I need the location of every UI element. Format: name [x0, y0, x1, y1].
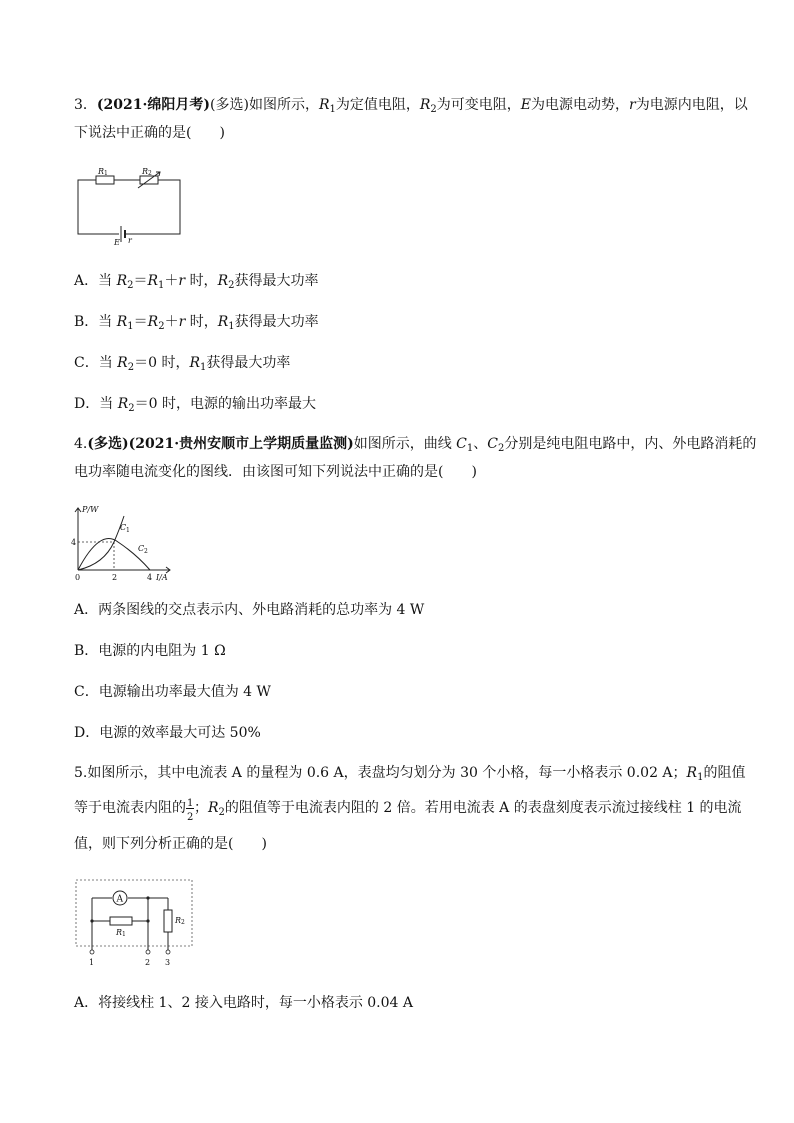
svg-text:1: 1: [126, 527, 130, 534]
q3-option-b: B．当 $R_1=R_2+r$ 时，$R_1$获得最大功率: [74, 314, 319, 332]
q5-stem-line2: 等于电流表内阻的 $\frac{1}{2}$ ；$R_2$的阻值等于电流表内阻的 2 倍。若用电流表 A 的表盘刻度表示流过接线柱 1 的电流: [74, 798, 742, 823]
q5-stem-line3: 值，则下列分析正确的是( ): [74, 836, 267, 852]
svg-text:R: R: [98, 167, 105, 176]
svg-text:P/W: P/W: [82, 505, 99, 514]
q3-option-c: C．当 $R_2=0$ 时，$R_1$获得最大功率: [74, 355, 291, 373]
q3-option-d: D．当 $R_2=0$ 时，电源的输出功率最大: [74, 396, 316, 414]
svg-text:E: E: [114, 238, 120, 247]
q4-option-c: C．电源输出功率最大值为 4 W: [74, 684, 271, 700]
svg-text:C: C: [120, 523, 127, 532]
svg-text:A: A: [116, 894, 123, 905]
svg-text:1: 1: [89, 958, 95, 967]
svg-text:0: 0: [75, 573, 81, 582]
svg-text:4: 4: [71, 538, 77, 547]
q3-stem-line1: 3．(2021·绵阳月考)(多选)如图所示，$R_1$为定值电阻，$R_2$为可变电阻，E为电源电动势，r为电源内电阻，以: [74, 97, 748, 115]
q3-stem-line2: 下说法中正确的是( ): [74, 125, 225, 141]
svg-text:2: 2: [145, 958, 151, 967]
svg-text:R: R: [175, 916, 182, 925]
svg-text:2: 2: [181, 919, 185, 926]
q5-option-a: A．将接线柱 1、2 接入电路时，每一小格表示 0.04 A: [74, 995, 414, 1011]
svg-text:r: r: [128, 236, 132, 245]
q4-power-current-graph: [70, 502, 180, 584]
q5-stem-line1: 5.如图所示，其中电流表 A 的量程为 0.6 A，表盘均匀划分为 30 个小格，每一小格表示 0.02 A；$R_1$的阻值: [74, 765, 746, 783]
q4-source: (2021·贵州安顺市上学期质量监测): [128, 436, 354, 452]
svg-text:1: 1: [122, 931, 126, 938]
svg-text:2: 2: [144, 548, 148, 555]
q4-option-b: B．电源的内电阻为 1 Ω: [74, 643, 226, 659]
q4-stem-line2: 电功率随电流变化的图线．由该图可知下列说法中正确的是( ): [74, 464, 477, 480]
one-half-fraction: $\frac{1}{2}$: [187, 798, 194, 823]
q4-option-a: A．两条图线的交点表示内、外电路消耗的总功率为 4 W: [74, 602, 425, 618]
q4-option-d: D．电源的效率最大可达 50%: [74, 725, 261, 741]
q3-circuit-diagram: [74, 162, 184, 250]
svg-text:2: 2: [148, 170, 152, 177]
q5-circuit-diagram: [74, 878, 196, 970]
svg-text:2: 2: [112, 573, 118, 582]
q3-source: (2021·绵阳月考): [96, 97, 211, 113]
q4-stem-line1: 4.(多选)(2021·贵州安顺市上学期质量监测)如图所示，曲线 $C_1$、$C_2$分别是纯电阻电路中，内、外电路消耗的: [74, 436, 757, 454]
svg-text:C: C: [138, 544, 145, 553]
svg-text:I/A: I/A: [156, 573, 168, 582]
svg-text:4: 4: [147, 573, 153, 582]
svg-text:1: 1: [104, 170, 108, 177]
svg-text:R: R: [142, 167, 149, 176]
q3-option-a: A．当 $R_2=R_1+r$ 时，$R_2$获得最大功率: [74, 273, 319, 291]
svg-text:3: 3: [165, 958, 171, 967]
svg-text:R: R: [116, 928, 123, 937]
